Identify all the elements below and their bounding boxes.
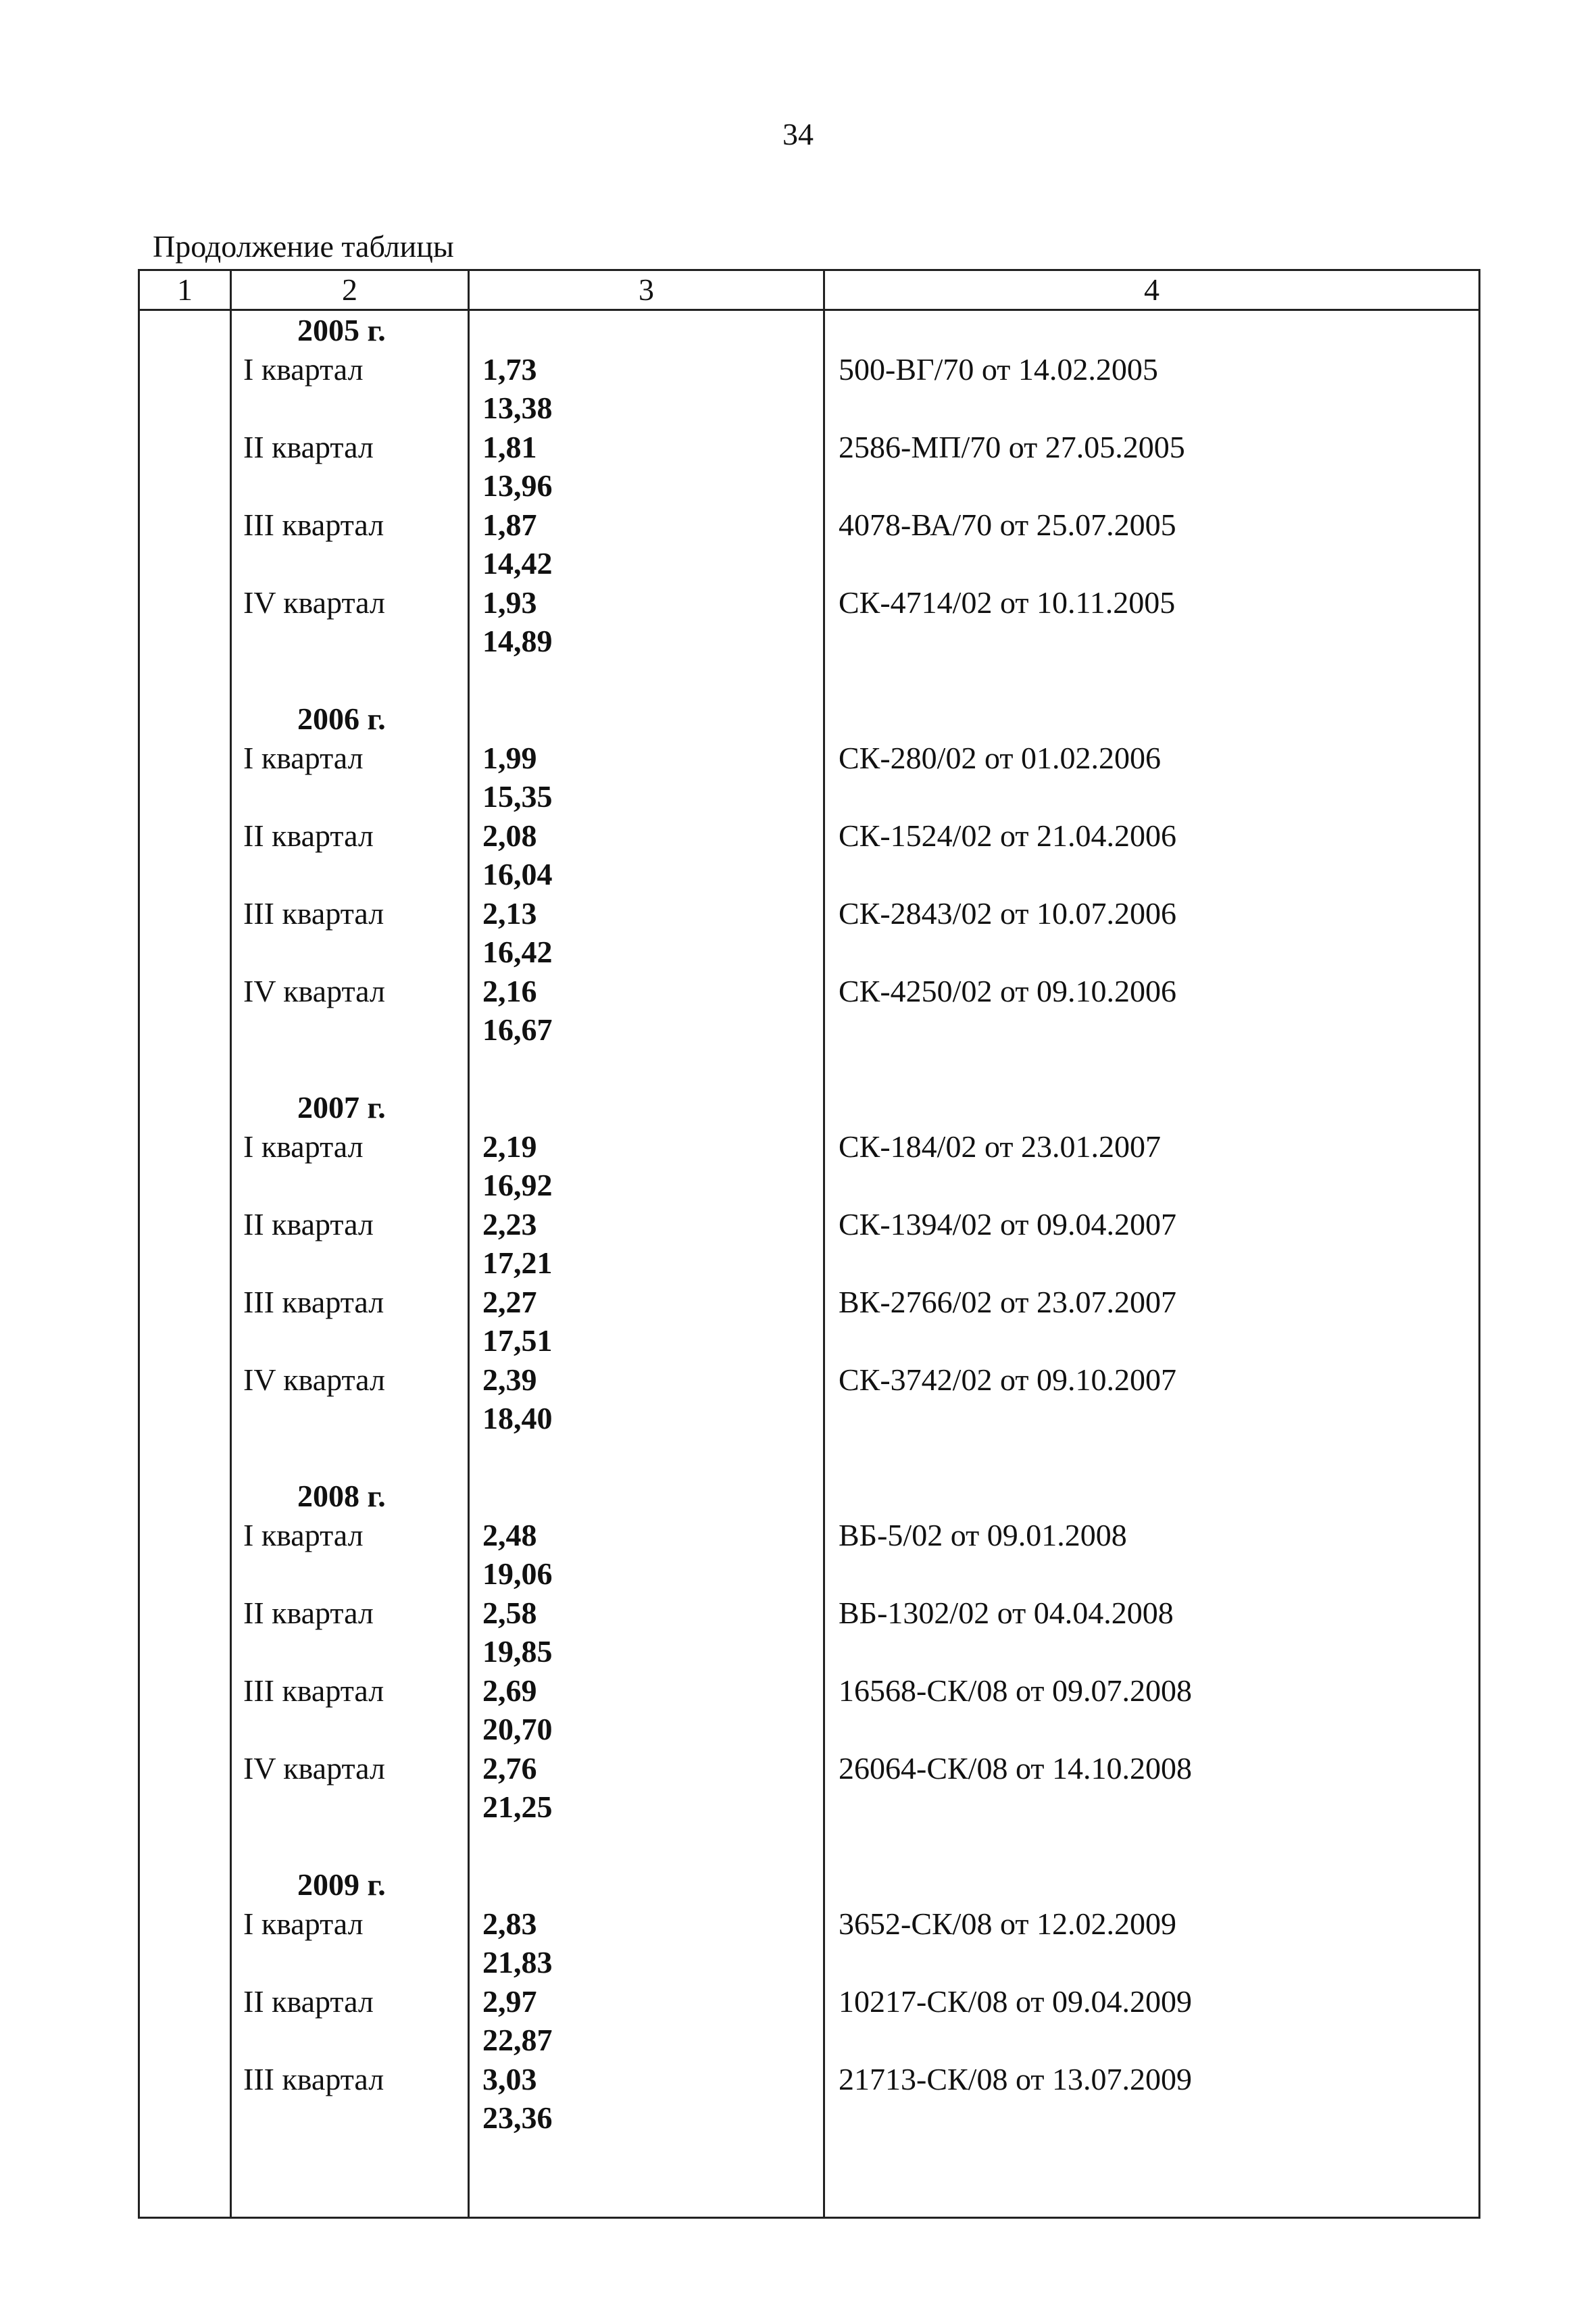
document-reference: 4078-ВА/70 от 25.07.2005 [839,507,1176,542]
table-body-row [139,310,1480,2218]
spacer-line [232,1321,468,1360]
quarter-value-2: 17,51 [482,1323,553,1358]
quarter-label: I квартал [243,1129,364,1164]
spacer-line [232,933,468,972]
value-column [469,310,824,2218]
spacer-line [470,1438,823,1477]
spacer-line [232,777,468,816]
spacer-line [825,1477,1478,1516]
document-reference: СК-4714/02 от 10.11.2005 [839,585,1176,620]
spacer-line [825,1244,1478,1283]
spacer-line [232,1166,468,1205]
spacer-line [232,1244,468,1283]
col-1-cell [139,310,231,2218]
document-reference: СК-4250/02 от 09.10.2006 [839,973,1176,1008]
spacer-line [232,389,468,428]
document-reference: 21713-СК/08 от 13.07.2009 [839,2061,1192,2096]
spacer-line [232,855,468,894]
header-col-4: 4 [824,270,1480,310]
quarter-label: III квартал [243,2061,384,2096]
document-reference: СК-3742/02 от 09.10.2007 [839,1362,1176,1397]
quarter-value-1: 2,48 [482,1517,537,1552]
spacer-line [825,544,1478,583]
header-col-3: 3 [469,270,824,310]
spacer-line [825,466,1478,506]
document-reference: ВК-2766/02 от 23.07.2007 [839,1284,1176,1319]
document-reference: 26064-СК/08 от 14.10.2008 [839,1750,1192,1786]
header-col-2: 2 [231,270,469,310]
quarter-value-1: 2,19 [482,1129,537,1164]
year-label: 2009 г. [297,1867,386,1902]
spacer-line [232,1050,468,1089]
quarter-value-2: 15,35 [482,779,553,814]
spacer-line [825,933,1478,972]
spacer-line [825,1166,1478,1205]
document-reference: 16568-СК/08 от 09.07.2008 [839,1673,1192,1708]
spacer-line [232,1827,468,1866]
table-caption: Продолжение таблицы [153,229,454,264]
quarter-value-1: 1,73 [482,351,537,387]
spacer-line [470,1477,823,1516]
quarter-value-1: 2,58 [482,1595,537,1630]
spacer-line [825,1010,1478,1050]
spacer-line [825,661,1478,700]
spacer-line [470,661,823,700]
quarter-value-2: 23,36 [482,2100,553,2135]
spacer-line [232,622,468,661]
spacer-line [825,1788,1478,1827]
spacer-line [825,2021,1478,2060]
spacer-line [232,1438,468,1477]
document-reference: ВБ-5/02 от 09.01.2008 [839,1517,1127,1552]
quarter-value-2: 18,40 [482,1401,553,1435]
quarter-label: III квартал [243,1673,384,1708]
spacer-line [825,1321,1478,1360]
quarter-value-2: 13,38 [482,391,553,425]
quarter-value-1: 2,08 [482,818,537,853]
quarter-value-1: 2,69 [482,1673,537,1708]
quarter-label: IV квартал [243,973,385,1008]
spacer-line [825,1050,1478,1089]
document-reference: 2586-МП/70 от 27.05.2005 [839,429,1185,464]
spacer-line [470,1050,823,1089]
quarter-value-2: 21,83 [482,1945,553,1979]
spacer-line [825,1710,1478,1749]
quarter-value-2: 16,67 [482,1012,553,1047]
document-reference: СК-280/02 от 01.02.2006 [839,740,1161,775]
quarter-value-1: 1,93 [482,585,537,620]
document-reference: ВБ-1302/02 от 04.04.2008 [839,1595,1174,1630]
quarter-value-2: 19,06 [482,1556,553,1591]
quarter-value-2: 13,96 [482,468,553,503]
spacer-line [232,466,468,506]
quarter-label: II квартал [243,1984,374,2019]
quarter-label: I квартал [243,351,364,387]
spacer-line [470,311,823,350]
spacer-line [232,1788,468,1827]
spacer-line [825,1088,1478,1127]
quarter-value-2: 17,21 [482,1246,553,1280]
spacer-line [470,699,823,739]
header-col-1: 1 [139,270,231,310]
spacer-line [470,1088,823,1127]
quarter-value-1: 2,83 [482,1906,537,1941]
spacer-line [825,777,1478,816]
spacer-line [232,1010,468,1050]
quarter-value-1: 1,99 [482,740,537,775]
quarter-label: II квартал [243,429,374,464]
quarter-value-1: 2,39 [482,1362,537,1397]
document-reference: СК-1524/02 от 21.04.2006 [839,818,1176,853]
spacer-line [232,1710,468,1749]
quarter-value-2: 16,42 [482,935,553,969]
spacer-line [825,1399,1478,1438]
spacer-line [470,1865,823,1904]
document-reference: СК-2843/02 от 10.07.2006 [839,895,1176,931]
spacer-line [825,311,1478,350]
quarter-value-2: 14,42 [482,546,553,581]
quarter-value-1: 2,76 [482,1750,537,1786]
quarter-label: IV квартал [243,585,385,620]
quarter-value-2: 22,87 [482,2023,553,2057]
quarter-label: I квартал [243,1517,364,1552]
document-column [824,310,1480,2218]
quarter-label: II квартал [243,1206,374,1241]
quarter-value-2: 21,25 [482,1790,553,1824]
quarter-value-1: 2,13 [482,895,537,931]
spacer-line [825,1438,1478,1477]
quarter-value-1: 3,03 [482,2061,537,2096]
document-reference: 10217-СК/08 от 09.04.2009 [839,1984,1192,2019]
quarter-value-2: 16,04 [482,857,553,891]
quarter-label: I квартал [243,1906,364,1941]
quarter-label: III квартал [243,507,384,542]
quarter-label: IV квартал [243,1750,385,1786]
quarter-value-2: 19,85 [482,1634,553,1669]
spacer-line [825,699,1478,739]
quarter-label: III квартал [243,1284,384,1319]
quarter-value-1: 1,81 [482,429,537,464]
quarter-value-2: 20,70 [482,1712,553,1746]
spacer-line [825,389,1478,428]
spacer-line [232,2021,468,2060]
spacer-line [232,1943,468,1982]
quarter-label: I квартал [243,740,364,775]
spacer-line [232,661,468,700]
spacer-line [232,1554,468,1594]
quarter-value-1: 2,27 [482,1284,537,1319]
document-reference: 3652-СК/08 от 12.02.2009 [839,1906,1176,1941]
spacer-line [825,622,1478,661]
year-label: 2007 г. [297,1090,386,1125]
spacer-line [470,1827,823,1866]
year-label: 2008 г. [297,1479,386,1513]
year-label: 2005 г. [297,313,386,347]
spacer-line [232,544,468,583]
spacer-line [232,1399,468,1438]
data-table [138,269,1480,2219]
quarter-value-1: 2,16 [482,973,537,1008]
period-column [231,310,469,2218]
spacer-line [825,1943,1478,1982]
quarter-value-1: 2,97 [482,1984,537,2019]
spacer-line [825,1632,1478,1671]
page-number: 34 [782,117,814,151]
spacer-line [825,1827,1478,1866]
header-row [139,270,1480,310]
quarter-label: II квартал [243,1595,374,1630]
spacer-line [232,2098,468,2138]
document-reference: СК-184/02 от 23.01.2007 [839,1129,1161,1164]
quarter-value-1: 1,87 [482,507,537,542]
document-reference: СК-1394/02 от 09.04.2007 [839,1206,1176,1241]
spacer-line [232,1632,468,1671]
quarter-value-2: 14,89 [482,624,553,658]
spacer-line [825,2098,1478,2138]
spacer-line [825,1865,1478,1904]
quarter-value-2: 16,92 [482,1168,553,1202]
quarter-label: III квартал [243,895,384,931]
quarter-value-1: 2,23 [482,1206,537,1241]
spacer-line [825,1554,1478,1594]
year-label: 2006 г. [297,701,386,736]
quarter-label: II квартал [243,818,374,853]
spacer-line [825,855,1478,894]
document-reference: 500-ВГ/70 от 14.02.2005 [839,351,1158,387]
quarter-label: IV квартал [243,1362,385,1397]
